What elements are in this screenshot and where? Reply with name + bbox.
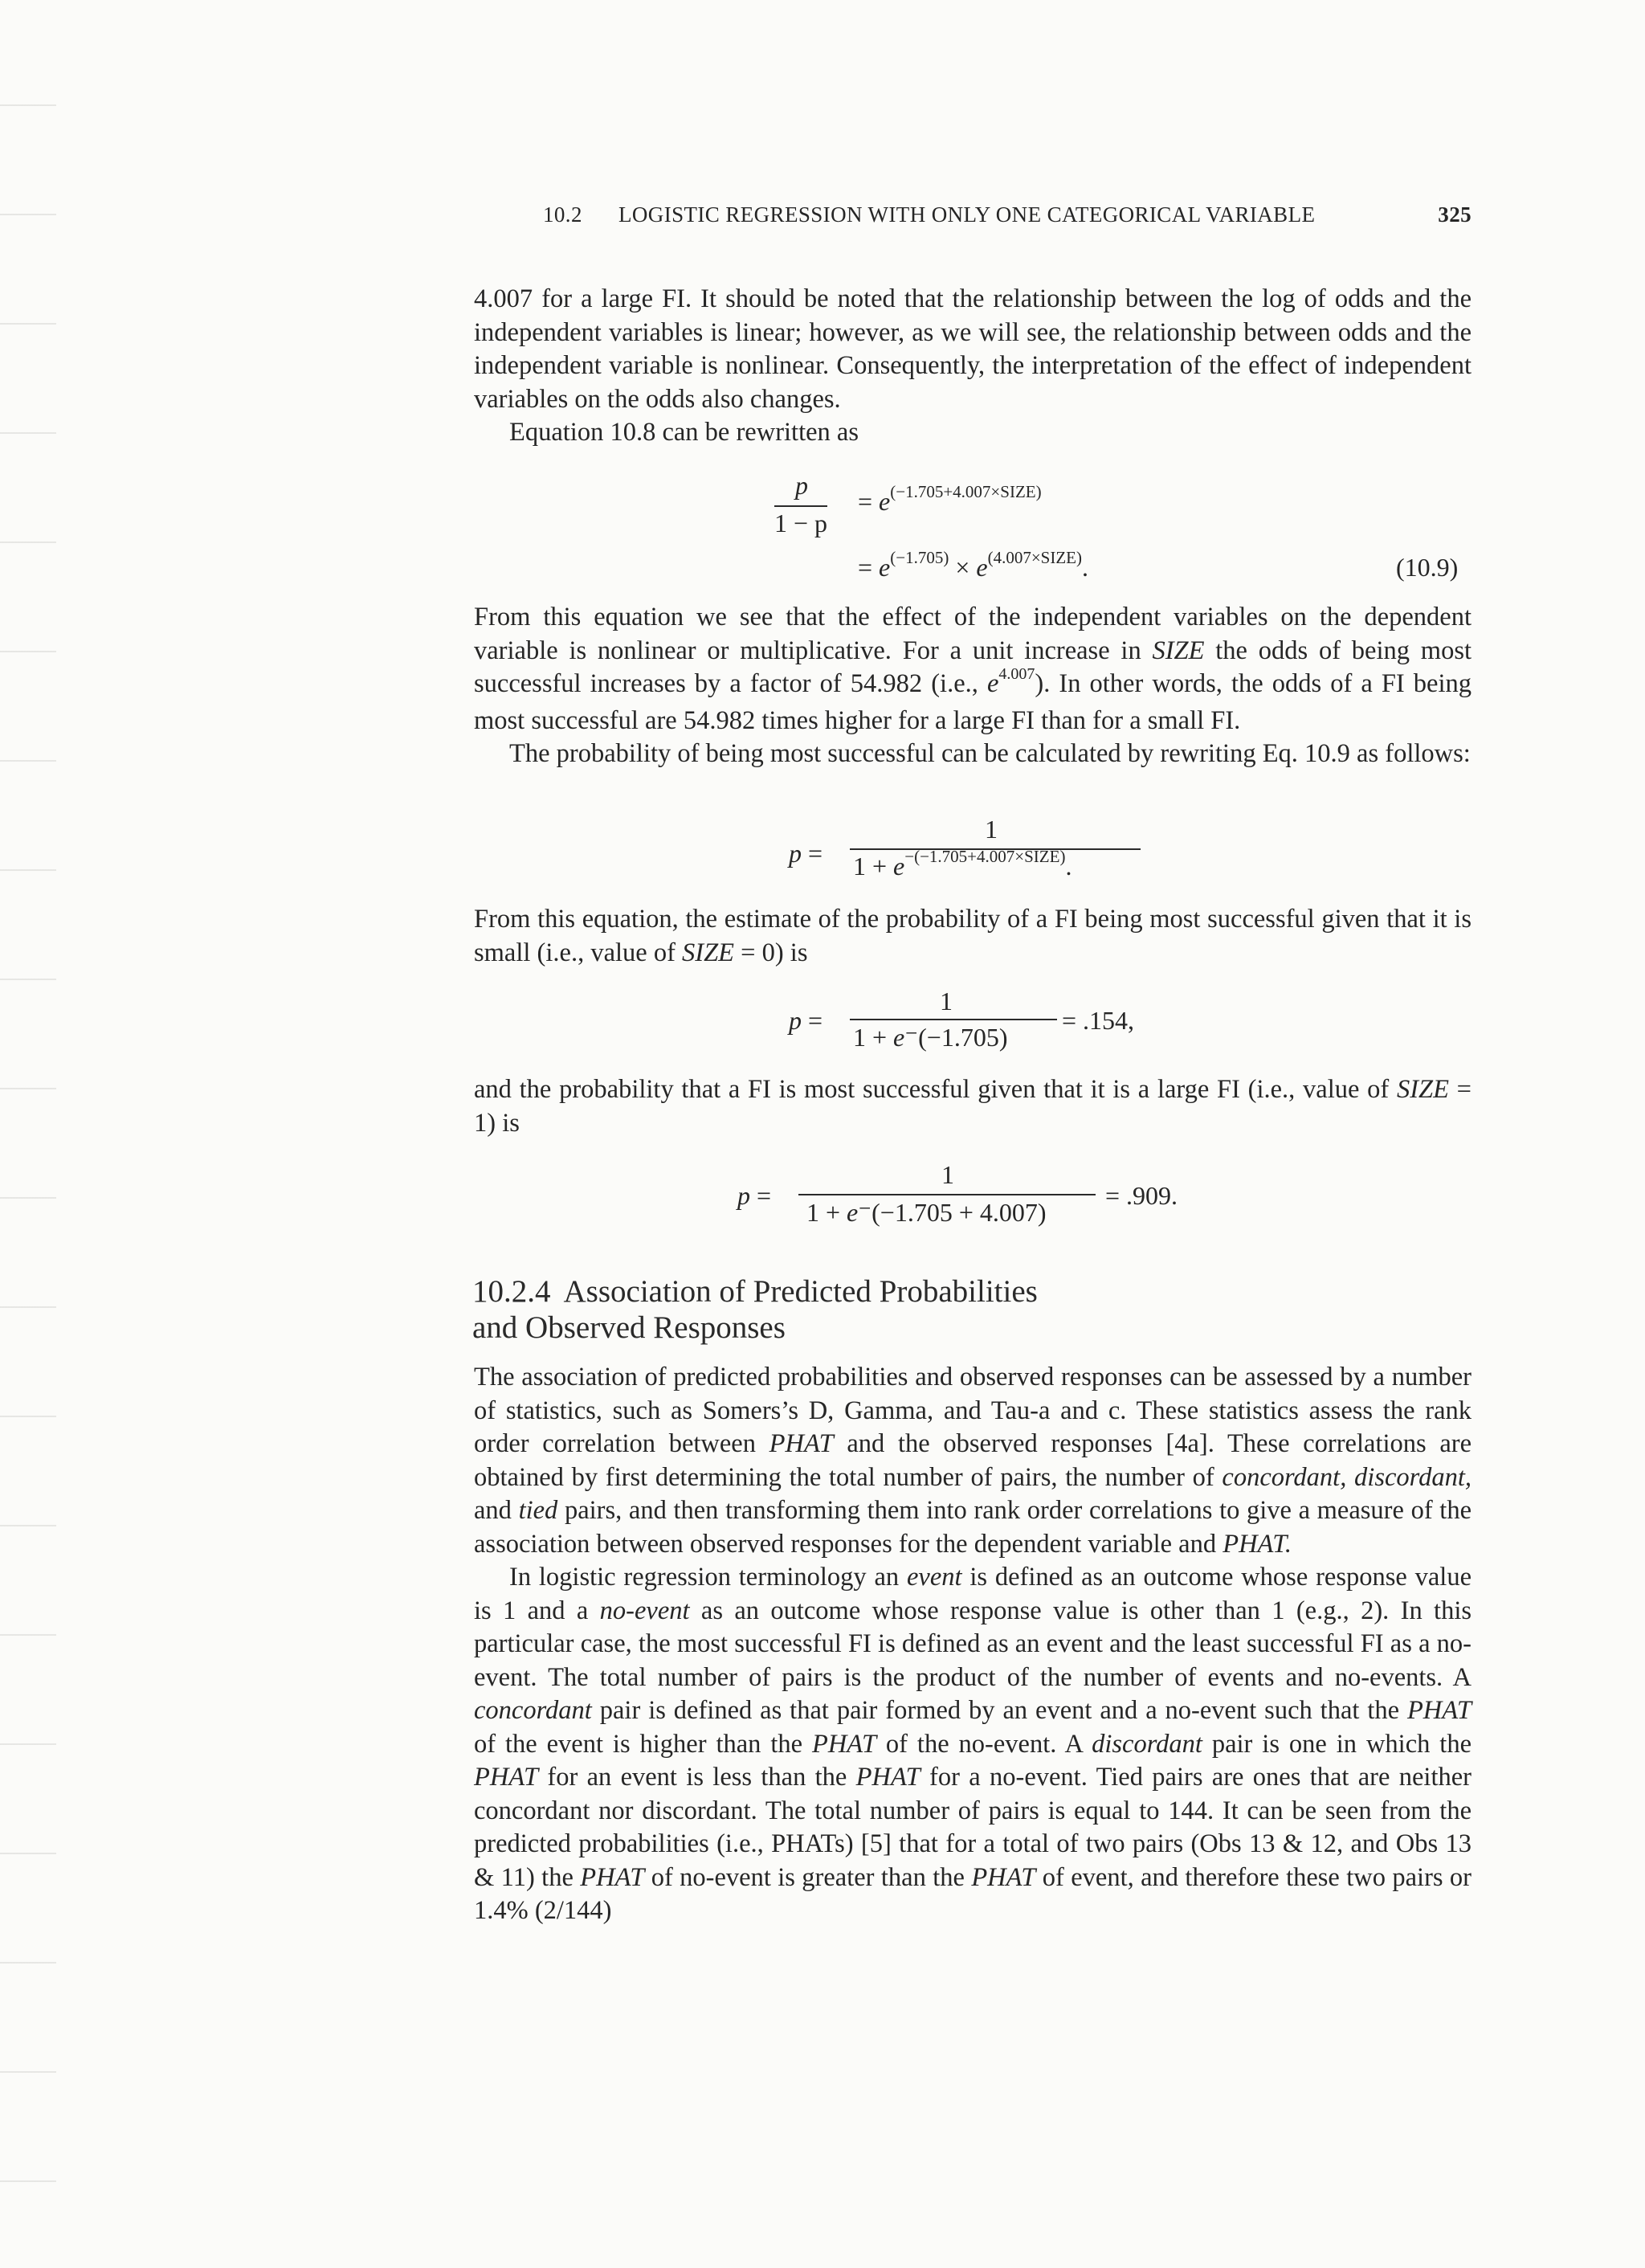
paragraph-7: The association of predicted probabilities and observed responses can be assessed by a number of statistics, such as Somers’s D, Gamma, and Tau-a and c. These statistics assess the rank order correlation between PHAT and the observed responses [4a]. These correlations are obtained by first determining the total number of pairs, the number of concordant, discordant, and tied pairs, and then transforming them into rank order correlations to give a measure of the association between observed responses for the dependent variable and PHAT. In logistic regression terminology an event is defined as an outcome whose response value is 1 and a no-event as an outcome whose response value is other than 1 (e.g., 2). In this particular case, the most successful FI is defined as an event and the least successful FI as a no-event. The total number of pairs is the product of the number of events and no-events. A concordant pair is defined as that pair formed by an event and a no-event such that the PHAT of the event is higher than the PHAT of the no-event. A discordant pair is one in which the PHAT for an event is less than the PHAT for a no-event. Tied pairs are ones that are neither concordant nor discordant. The total number of pairs is equal to 144. It can be seen from the predicted probabilities (i.e., PHATs) [5] that for a total of two pairs (Obs 13 & 12, and Obs 13 & 11) the PHAT of no-event is greater than the PHAT of event, and therefore these two pairs or 1.4% (2/144) (474, 1361, 1472, 1928)
exponent-1: (−1.705+4.007×SIZE) (890, 482, 1042, 501)
page-binding-edge (0, 0, 56, 2268)
section-title-line-2: and Observed Responses (472, 1310, 786, 1345)
section-heading (472, 1273, 1276, 1346)
paragraph-4: The probability of being most successful can be calculated by rewriting Eq. 10.9 as follows: (509, 739, 1471, 768)
paragraph-6: and the probability that a FI is most successful given that it is a large FI (i.e., value of SIZE = 1) is (474, 1075, 1472, 1138)
section-title-line-1: Association of Predicted Probabilities (563, 1274, 1038, 1309)
running-header (543, 202, 1472, 235)
paragraph-5: From this equation, the estimate of the probability of a FI being most successful given that it is small (i.e., value of SIZE = 0) is (474, 905, 1472, 967)
page-number: 325 (1438, 202, 1472, 227)
section-number: 10.2.4 (472, 1274, 551, 1309)
paragraph-3: From this equation we see that the effect of the independent variables on the dependent variable is nonlinear or multiplicative. For a unit increase in SIZE the odds of being most successful increases by a factor of 54.982 (i.e., $e^{4.007}$). In other words, the odds of a FI being most successful are 54.982 times higher for a large FI than for a small FI. The probability of being most successful can be calculated by rewriting Eq. 10.9 as follows: (474, 601, 1472, 771)
exponent-2b: (4.007×SIZE) (987, 548, 1083, 567)
paragraph-1: 4.007 for a large FI. It should be noted that the relationship between the log of odds and the independent variables is linear; however, as we will see, the relationship between odds and the independent variable is nonlinear. Consequently, the interpretation of the effect of independent variables on the odds also changes. Equation 10.8 can be rewritten as (474, 283, 1472, 450)
header-section-number: 10.2 (543, 202, 582, 227)
paragraph-8: In logistic regression terminology an event is defined as an outcome whose response value is 1 and a no-event as an outcome whose response value is other than 1 (e.g., 2). In this particular case, the most successful FI is defined as an event and the least successful FI as a no-event. The total number of pairs is the product of the number of events and no-events. A concordant pair is defined as that pair formed by an event and a no-event such that the PHAT of the event is higher than the PHAT of the no-event. A discordant pair is one in which the PHAT for an event is less than the PHAT for a no-event. Tied pairs are ones that are neither concordant nor discordant. The total number of pairs is equal to 144. It can be seen from the predicted probabilities (i.e., PHATs) [5] that for a total of two pairs (Obs 13 & 12, and Obs 13 & 11) the PHAT of no-event is greater than the PHAT of event, and therefore these two pairs or 1.4% (2/144) (474, 1563, 1472, 1925)
exponent-2a: (−1.705) (890, 548, 949, 567)
paragraph-2: Equation 10.8 can be rewritten as (509, 418, 859, 447)
equation-tag: (10.9) (1396, 553, 1459, 582)
header-section-title: LOGISTIC REGRESSION WITH ONLY ONE CATEGORICAL VARIABLE (618, 202, 1316, 227)
